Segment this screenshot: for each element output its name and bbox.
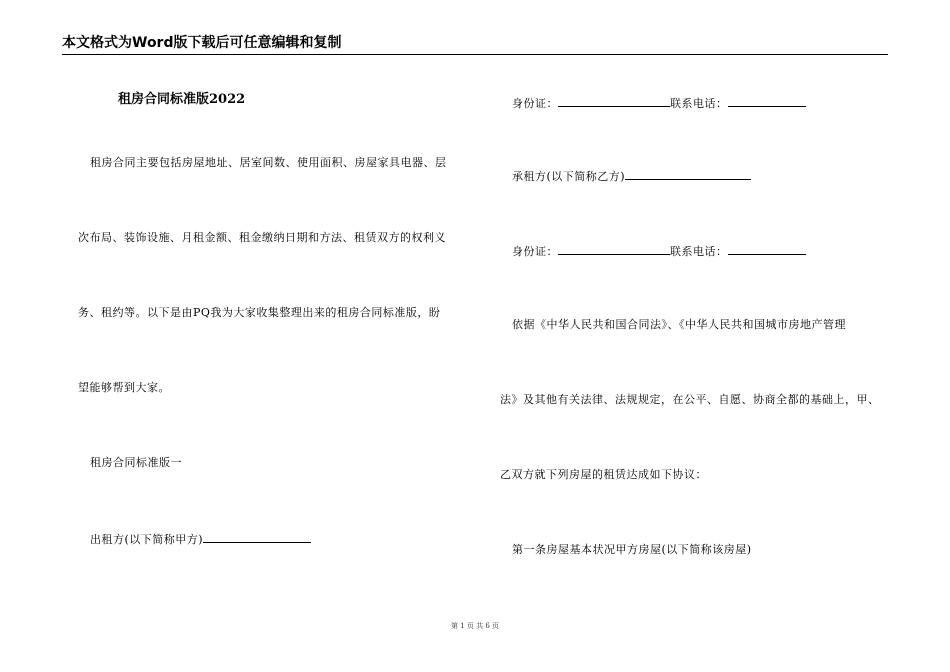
document-title: 租房合同标准版2022	[118, 92, 246, 107]
lessee-label: 承租方(以下简称乙方)	[512, 170, 626, 183]
lessee-id-line	[512, 243, 806, 259]
intro-line-1: 租房合同主要包括房屋地址、居室间数、使用面积、房屋家具电器、层	[90, 156, 447, 169]
phone-label: 联系电话：	[670, 245, 728, 258]
lessor-id-line	[512, 95, 806, 111]
phone-blank	[728, 95, 806, 107]
id-label: 身份证：	[512, 245, 558, 258]
section-heading: 租房合同标准版一	[90, 456, 182, 469]
lessor-line	[90, 531, 311, 547]
intro-line-2: 次布局、装饰设施、月租金额、租金缴纳日期和方法、租赁双方的权利义	[78, 231, 446, 244]
article-one: 第一条房屋基本状况甲方房屋(以下简称该房屋)	[512, 543, 752, 556]
header-text: 本文格式为Word版下载后可任意编辑和复制	[62, 35, 342, 51]
id-blank	[558, 243, 670, 255]
intro-line-4: 望能够帮到大家。	[78, 381, 170, 394]
lessee-line	[512, 168, 751, 184]
basis-line-2: 法》及其他有关法律、法规规定，在公平、自愿、协商全都的基础上，甲、	[500, 393, 880, 406]
page-footer: 第 1 页 共 6 页	[450, 622, 500, 630]
intro-line-3: 务、租约等。以下是由PQ我为大家收集整理出来的租房合同标准版，盼	[78, 306, 441, 319]
phone-label: 联系电话：	[670, 97, 728, 110]
lessor-label: 出租方(以下简称甲方)	[90, 533, 204, 546]
basis-line-3: 乙双方就下列房屋的租赁达成如下协议：	[500, 468, 707, 481]
id-blank	[558, 95, 670, 107]
page-header	[62, 34, 888, 55]
basis-line-1: 依据《中华人民共和国合同法》、《中华人民共和国城市房地产管理	[512, 318, 846, 331]
id-label: 身份证：	[512, 97, 558, 110]
lessee-blank	[625, 168, 751, 180]
phone-blank	[728, 243, 806, 255]
lessor-blank	[203, 531, 311, 543]
